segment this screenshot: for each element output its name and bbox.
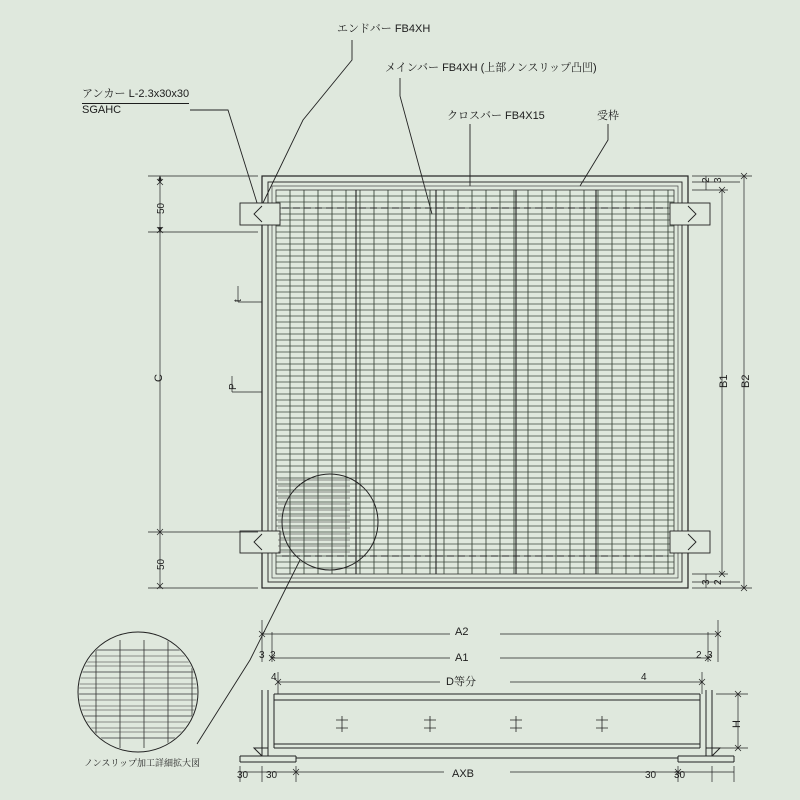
- callout-anchor-line1: アンカー L-2.3x30x30: [82, 88, 189, 104]
- cross-bars: [290, 190, 668, 574]
- section-supports: [336, 716, 608, 732]
- dim-d-equal: D等分: [446, 676, 476, 688]
- callout-frame: 受枠: [597, 110, 619, 122]
- cross-bar-major: [356, 190, 596, 574]
- detail-circle-plan: [282, 474, 378, 570]
- end-bars: [282, 208, 668, 556]
- leader-detail: [197, 560, 300, 744]
- dim-a1: A1: [455, 652, 469, 664]
- leader-end-bar: [262, 40, 352, 205]
- dim-right-b1: B1: [718, 374, 730, 388]
- dim-sec-right-3: 3: [707, 650, 713, 661]
- callout-anchor-line2: SGAHC: [82, 103, 122, 116]
- dim-right-top-3: 3: [713, 177, 724, 183]
- dim-left-c: C: [153, 374, 165, 382]
- dim-sec-left-4: 4: [271, 672, 277, 683]
- dim-left-top-50: 50: [156, 202, 167, 214]
- plan-dims-left: [148, 176, 262, 589]
- dim-foot-left-30a: 30: [237, 770, 249, 781]
- leader-anchor: [190, 110, 258, 206]
- dim-foot-right-30a: 30: [645, 770, 657, 781]
- main-bars: [276, 196, 674, 568]
- anchors: [240, 203, 710, 553]
- dim-right-top-2: 2: [701, 177, 712, 183]
- callout-cross-bar: クロスバー FB4X15: [447, 110, 545, 122]
- dim-right-bottom-2: 2: [713, 579, 724, 585]
- detail-caption: ノンスリップ加工詳細拡大図: [84, 758, 201, 768]
- dim-sec-right-4: 4: [641, 672, 647, 683]
- dim-h: H: [731, 720, 743, 728]
- dim-left-p: P: [228, 383, 239, 390]
- dim-sec-right-2: 2: [696, 650, 702, 661]
- callout-anchor: [82, 88, 189, 118]
- callout-end-bar: エンドバー FB4XH: [337, 23, 431, 35]
- dim-right-b2: B2: [740, 374, 752, 388]
- leader-lines: [190, 40, 608, 744]
- leader-frame: [580, 124, 608, 186]
- leader-main-bar: [400, 78, 432, 214]
- dim-sec-left-3: 3: [259, 650, 265, 661]
- grating-panel: [276, 190, 674, 574]
- dim-foot-right-30b: 30: [674, 770, 686, 781]
- dim-sec-left-2: 2: [270, 650, 276, 661]
- dim-foot-left-30b: 30: [266, 770, 278, 781]
- nonslip-region: [278, 480, 350, 552]
- plan-outer-frame: [262, 176, 688, 588]
- detail-enlargement: [78, 632, 198, 752]
- dim-axb: AXB: [452, 768, 475, 780]
- section-view: [240, 620, 748, 782]
- dim-left-t: t: [233, 299, 244, 302]
- dim-right-bottom-3: 3: [701, 579, 712, 585]
- dim-left-bottom-50: 50: [156, 558, 167, 570]
- dim-a2: A2: [455, 626, 469, 638]
- callout-main-bar: メインバー FB4XH (上部ノンスリップ凸凹): [385, 62, 597, 74]
